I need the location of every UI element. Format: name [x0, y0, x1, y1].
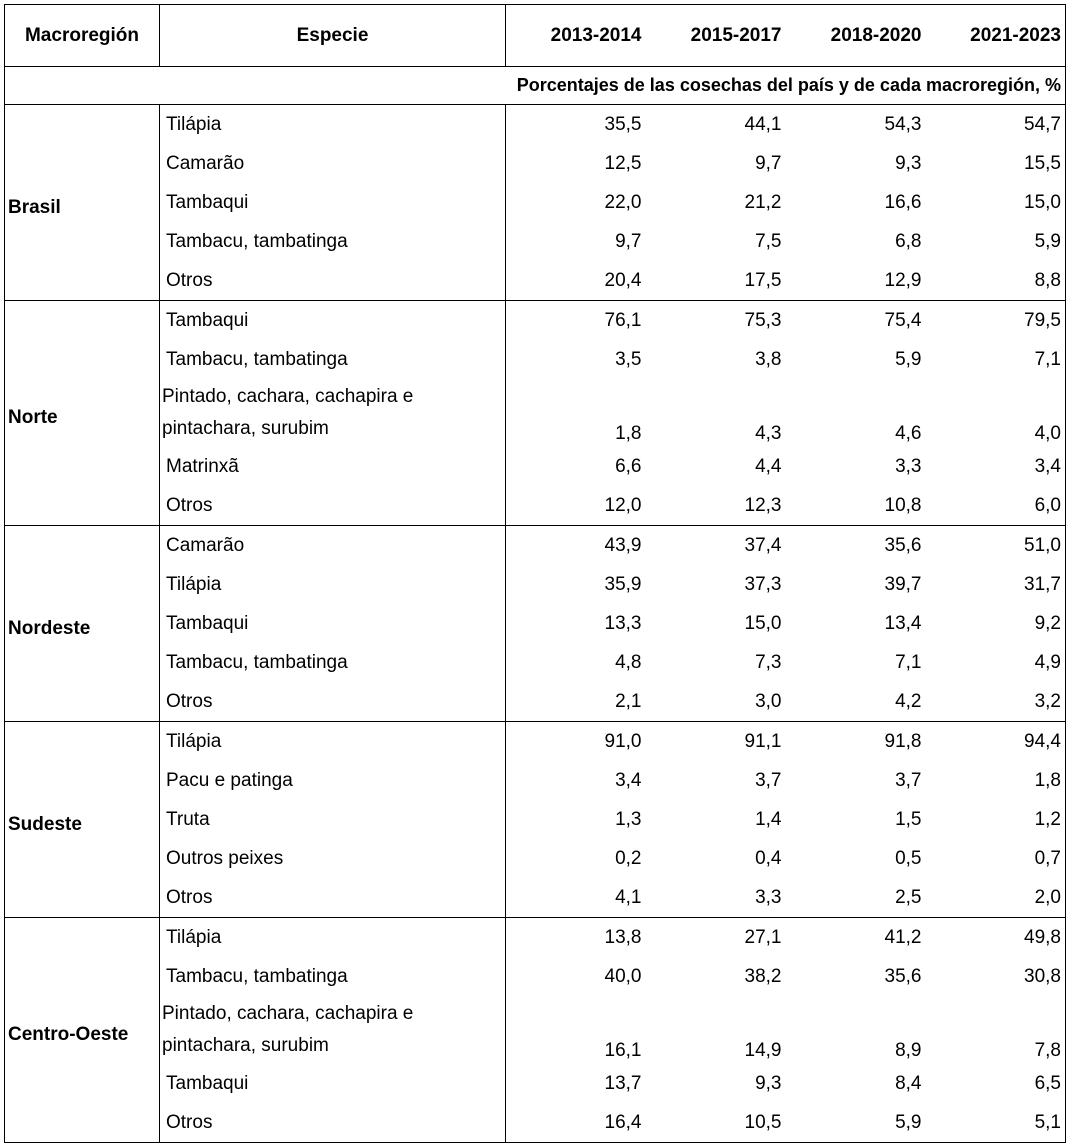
value-cell: 7,8 [926, 996, 1066, 1064]
value-cell: 7,1 [926, 340, 1066, 379]
table-row [5, 682, 1066, 722]
value-cell: 38,2 [744, 965, 782, 987]
region-label: Sudeste [5, 722, 160, 918]
value-cell: 16,1 [604, 1040, 642, 1061]
value-cell: 2,1 [506, 682, 646, 722]
value-cell: 14,9 [744, 1040, 782, 1061]
value-cell: 16,4 [506, 1103, 646, 1143]
value-cell: 5,9 [926, 222, 1066, 261]
table-row [5, 1064, 1066, 1103]
value-cell: 31,7 [926, 565, 1066, 604]
value-cell: 91,1 [744, 730, 782, 752]
value-cell: 91,0 [604, 730, 642, 752]
table-row [5, 722, 1066, 762]
table-row [5, 957, 1066, 996]
value-cell: 4,6 [895, 423, 922, 444]
value-cell: 3,2 [926, 682, 1066, 722]
units-caption: Porcentajes de las cosechas del país y de cada macroregión, % [506, 67, 1066, 105]
value-cell: 7,1 [895, 651, 922, 673]
value-cell: 6,5 [926, 1064, 1066, 1103]
species-cell: Pintado, cachara, cachapira e pintachara, surubim [160, 379, 506, 447]
value-cell: 39,7 [884, 573, 922, 595]
value-cell: 0,4 [755, 847, 782, 869]
value-cell: 5,9 [786, 1103, 926, 1143]
header-row [5, 5, 1066, 67]
species-cell: Tilápia [160, 565, 506, 604]
value-cell: 0,5 [895, 847, 922, 869]
table-row [5, 526, 1066, 566]
value-cell: 75,4 [884, 309, 922, 331]
table-row [5, 261, 1066, 301]
value-cell: 43,9 [604, 534, 642, 556]
species-cell: Tambacu, tambatinga [160, 643, 506, 682]
value-cell: 4,2 [786, 682, 926, 722]
value-cell: 3,4 [615, 769, 642, 791]
header-year: 2015-2017 [646, 5, 786, 67]
value-cell: 13,7 [604, 1072, 642, 1094]
table-row [5, 643, 1066, 682]
table-row [5, 379, 1066, 447]
species-cell: Outros peixes [160, 839, 506, 878]
value-cell: 94,4 [926, 722, 1066, 762]
value-cell: 35,6 [884, 534, 922, 556]
species-cell: Tilápia [160, 105, 506, 145]
value-cell: 4,0 [926, 379, 1066, 447]
harvest-share-table [4, 4, 1066, 1143]
species-cell: Tilápia [160, 722, 506, 762]
value-cell: 7,3 [755, 651, 782, 673]
value-cell: 0,7 [926, 839, 1066, 878]
value-cell: 15,0 [744, 612, 782, 634]
value-cell: 3,7 [755, 769, 782, 791]
table-row [5, 800, 1066, 839]
species-cell: Matrinxã [160, 447, 506, 486]
species-cell: Camarão [160, 144, 506, 183]
region-label: Centro-Oeste [5, 918, 160, 1143]
value-cell: 21,2 [744, 191, 782, 213]
value-cell: 12,9 [786, 261, 926, 301]
units-row [5, 67, 1066, 105]
species-cell: Tambacu, tambatinga [160, 222, 506, 261]
species-cell: Tambaqui [160, 1064, 506, 1103]
value-cell: 3,3 [895, 455, 922, 477]
value-cell: 2,5 [786, 878, 926, 918]
value-cell: 12,0 [506, 486, 646, 526]
value-cell: 3,0 [646, 682, 786, 722]
value-cell: 10,8 [786, 486, 926, 526]
value-cell: 22,0 [604, 191, 642, 213]
value-cell: 5,9 [895, 348, 922, 370]
value-cell: 1,8 [615, 423, 642, 444]
value-cell: 41,2 [884, 926, 922, 948]
table-row [5, 996, 1066, 1064]
value-cell: 27,1 [744, 926, 782, 948]
value-cell: 4,9 [926, 643, 1066, 682]
region-label: Nordeste [5, 526, 160, 722]
value-cell: 4,8 [615, 651, 642, 673]
value-cell: 54,3 [884, 113, 922, 135]
species-cell: Otros [160, 878, 506, 918]
value-cell: 35,5 [604, 113, 642, 135]
value-cell: 1,5 [895, 808, 922, 830]
value-cell: 54,7 [926, 105, 1066, 145]
species-cell: Pacu e patinga [160, 761, 506, 800]
species-cell: Otros [160, 1103, 506, 1143]
value-cell: 1,4 [755, 808, 782, 830]
value-cell: 3,3 [646, 878, 786, 918]
value-cell: 8,9 [895, 1040, 922, 1061]
value-cell: 12,5 [604, 152, 642, 174]
value-cell: 15,5 [926, 144, 1066, 183]
species-cell: Tambaqui [160, 604, 506, 643]
units-spacer [5, 67, 506, 105]
table-row [5, 486, 1066, 526]
value-cell: 6,0 [926, 486, 1066, 526]
table-row [5, 839, 1066, 878]
value-cell: 16,6 [884, 191, 922, 213]
value-cell: 7,5 [755, 230, 782, 252]
value-cell: 91,8 [884, 730, 922, 752]
value-cell: 4,3 [755, 423, 782, 444]
species-cell: Tambacu, tambatinga [160, 957, 506, 996]
value-cell: 17,5 [646, 261, 786, 301]
species-cell: Otros [160, 486, 506, 526]
value-cell: 6,8 [895, 230, 922, 252]
table-row [5, 565, 1066, 604]
value-cell: 3,8 [755, 348, 782, 370]
table-body [5, 105, 1066, 1143]
region-label: Norte [5, 301, 160, 526]
value-cell: 15,0 [926, 183, 1066, 222]
value-cell: 76,1 [604, 309, 642, 331]
value-cell: 5,1 [926, 1103, 1066, 1143]
species-cell: Tilápia [160, 918, 506, 958]
header-species: Especie [160, 5, 506, 67]
table-row [5, 1103, 1066, 1143]
species-cell: Otros [160, 261, 506, 301]
value-cell: 3,7 [895, 769, 922, 791]
value-cell: 37,4 [744, 534, 782, 556]
table-row [5, 144, 1066, 183]
species-cell: Truta [160, 800, 506, 839]
value-cell: 13,8 [604, 926, 642, 948]
species-cell: Otros [160, 682, 506, 722]
value-cell: 4,4 [755, 455, 782, 477]
species-cell: Pintado, cachara, cachapira e pintachara, surubim [160, 996, 506, 1064]
value-cell: 9,2 [926, 604, 1066, 643]
value-cell: 9,7 [615, 230, 642, 252]
value-cell: 9,7 [755, 152, 782, 174]
table-row [5, 105, 1066, 145]
value-cell: 49,8 [926, 918, 1066, 958]
table-row [5, 301, 1066, 341]
table-row [5, 340, 1066, 379]
value-cell: 30,8 [926, 957, 1066, 996]
value-cell: 3,4 [926, 447, 1066, 486]
species-cell: Tambacu, tambatinga [160, 340, 506, 379]
table-row [5, 918, 1066, 958]
value-cell: 8,8 [926, 261, 1066, 301]
value-cell: 8,4 [895, 1072, 922, 1094]
value-cell: 35,6 [884, 965, 922, 987]
value-cell: 79,5 [926, 301, 1066, 341]
value-cell: 40,0 [604, 965, 642, 987]
value-cell: 44,1 [744, 113, 782, 135]
value-cell: 12,3 [646, 486, 786, 526]
value-cell: 1,8 [926, 761, 1066, 800]
value-cell: 37,3 [744, 573, 782, 595]
header-year: 2013-2014 [506, 5, 646, 67]
species-cell: Camarão [160, 526, 506, 566]
header-year: 2021-2023 [926, 5, 1066, 67]
table-row [5, 183, 1066, 222]
value-cell: 20,4 [506, 261, 646, 301]
table-row [5, 878, 1066, 918]
value-cell: 4,1 [506, 878, 646, 918]
table-row [5, 447, 1066, 486]
header-year: 2018-2020 [786, 5, 926, 67]
header-macroregion: Macroregión [5, 5, 160, 67]
region-label: Brasil [5, 105, 160, 301]
value-cell: 75,3 [744, 309, 782, 331]
table-row [5, 604, 1066, 643]
value-cell: 13,4 [884, 612, 922, 634]
value-cell: 35,9 [604, 573, 642, 595]
table-row [5, 222, 1066, 261]
species-cell: Tambaqui [160, 183, 506, 222]
species-cell: Tambaqui [160, 301, 506, 341]
table-row [5, 761, 1066, 800]
value-cell: 9,3 [895, 152, 922, 174]
value-cell: 10,5 [646, 1103, 786, 1143]
value-cell: 2,0 [926, 878, 1066, 918]
value-cell: 51,0 [926, 526, 1066, 566]
value-cell: 6,6 [615, 455, 642, 477]
value-cell: 9,3 [755, 1072, 782, 1094]
value-cell: 0,2 [615, 847, 642, 869]
value-cell: 3,5 [615, 348, 642, 370]
value-cell: 1,3 [615, 808, 642, 830]
value-cell: 1,2 [926, 800, 1066, 839]
value-cell: 13,3 [604, 612, 642, 634]
